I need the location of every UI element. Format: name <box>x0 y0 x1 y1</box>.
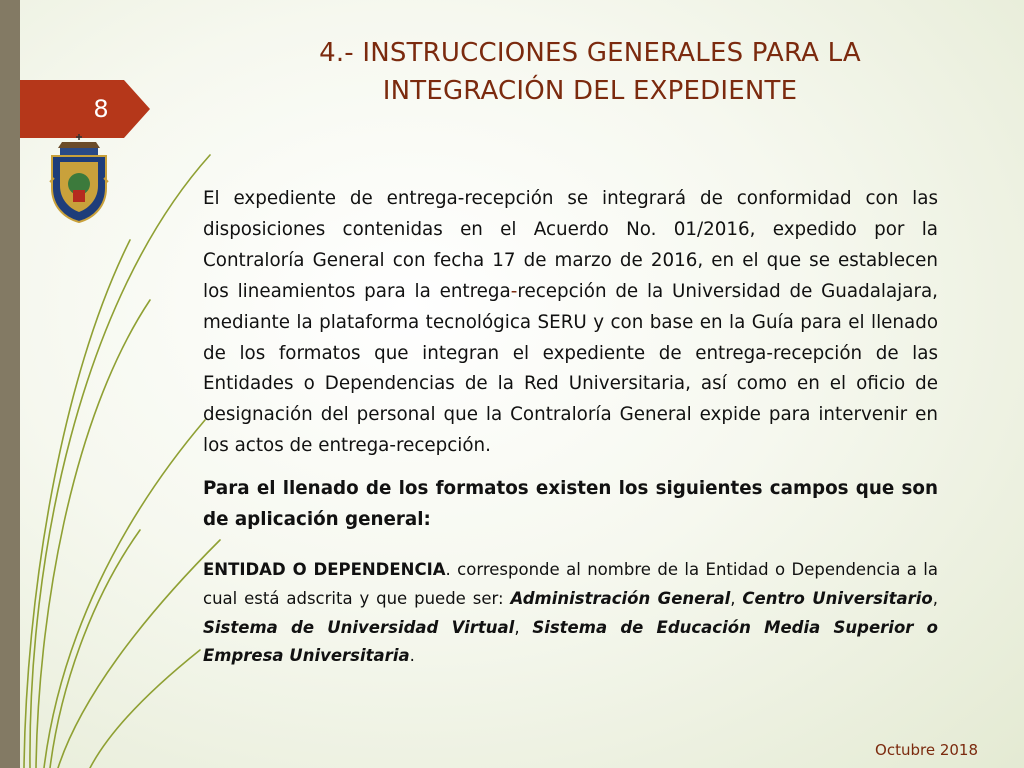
entidad-end: . <box>409 646 415 666</box>
footer-date: Octubre 2018 <box>875 741 978 759</box>
entidad-term: ENTIDAD O DEPENDENCIA <box>203 559 446 579</box>
paragraph-text-2: recepción de la Universidad de Guadalajara, mediante la plataforma tecnológica SERU y con base en la Guía para el llenado de los formatos que integran el expediente de entrega-recepción de las Entidades o Dependencias de la Red Universitaria, así como en el oficio de designación del personal que la Contraloría General expide para intervenir en los actos de entrega-recepción. <box>203 280 938 457</box>
content-area <box>203 184 938 671</box>
entidad-text: . corresponde al nombre de la Entidad o Dependencia a la cual está adscrita y que puede ser: <box>203 559 938 608</box>
title-line-2: INTEGRACIÓN DEL EXPEDIENTE <box>382 76 798 106</box>
separator-3: , <box>514 617 533 637</box>
page-number: 8 <box>93 95 109 123</box>
university-coat-of-arms-icon <box>46 132 112 224</box>
separator-2: , <box>932 588 938 608</box>
option-suv: Sistema de Universidad Virtual <box>203 617 515 637</box>
option-sems-empresa: Sistema de Educación Media Superior o Empresa Universitaria <box>203 617 938 666</box>
title-line-1: 4.- INSTRUCCIONES GENERALES PARA LA <box>319 38 861 68</box>
paragraph-entidad <box>203 556 938 671</box>
slide-title <box>250 34 930 110</box>
separator-1: , <box>730 588 743 608</box>
paragraph-campos-intro: Para el llenado de los formatos existen los siguientes campos que son de aplicación general: <box>203 478 938 531</box>
option-administracion: Administración General <box>510 588 731 608</box>
option-centro: Centro Universitario <box>742 588 933 608</box>
paragraph-expediente <box>203 184 938 462</box>
hyphen-accent: - <box>510 280 518 302</box>
paragraph-text-1: El expediente de entrega-recepción se integrará de conformidad con las disposiciones contenidas en el Acuerdo No. 01/2016, expedido por la Contraloría General con fecha 17 de marzo de 2016, en el que se establecen los lineamientos para la entrega <box>203 188 938 302</box>
